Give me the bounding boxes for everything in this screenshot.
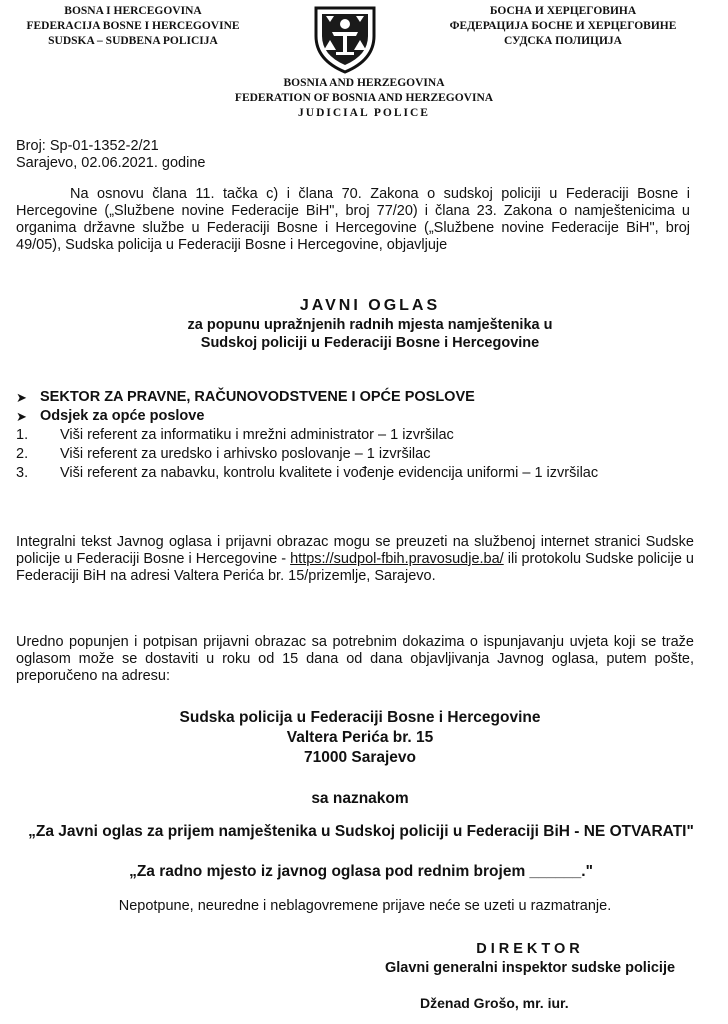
header-center-line: FEDERATION OF BOSNIA AND HERZEGOVINA: [234, 92, 494, 104]
list-item-number: 3.: [16, 465, 29, 481]
header-right-line: СУДСКА ПОЛИЦИЈА: [504, 35, 622, 47]
title-line: za popunu upražnjenih radnih mjesta namještenika u: [187, 317, 553, 333]
list-item-text: Viši referent za nabavku, kontrolu kvalitete i vođenje evidencija uniformi – 1 izvršilac: [60, 465, 599, 481]
arrow-bullet-icon: ➤: [16, 390, 27, 405]
header-center: [150, 76, 578, 121]
sector-row: [16, 388, 696, 407]
list-item-number: 2.: [16, 446, 29, 462]
integral-text-before: Integralni tekst Javnog oglasa i prijavni obrazac mogu se preuzeti na službenoj internet stranici Sudske policije u Federaciji Bosne i Hercegovine -: [16, 534, 694, 567]
marking-label: sa naznakom: [311, 790, 409, 807]
reference-number: Broj: Sp-01-1352-2/21: [16, 138, 159, 154]
header-right-line: ФЕДЕРАЦИЈА БОСНЕ И ХЕРЦЕГОВИНЕ: [449, 20, 677, 32]
list-item-text: Viši referent za informatiku i mrežni administrator – 1 izvršilac: [60, 427, 454, 443]
website-link[interactable]: https://sudpol-fbih.pravosudje.ba/: [290, 551, 504, 567]
director-title: DIREKTOR: [476, 941, 584, 957]
reference-block: [16, 138, 416, 172]
list-item-text: Viši referent za uredsko i arhivsko poslovanje – 1 izvršilac: [60, 446, 431, 462]
list-item: [16, 445, 696, 464]
title-main: JAVNI OGLAS: [299, 297, 441, 314]
department-row: [16, 407, 696, 426]
sector-block: [16, 388, 696, 483]
director-name: Dženad Grošo, mr. iur.: [420, 995, 569, 1011]
header-right: [418, 4, 708, 49]
address-line: Sudska policija u Federaciji Bosne i Hercegovine: [179, 709, 541, 726]
title-line: Sudskoj policiji u Federaciji Bosne i Hercegovine: [200, 335, 540, 351]
address-block: [100, 708, 620, 768]
notice-text: Nepotpune, neuredne i neblagovremene prijave neće se uzeti u razmatranje.: [118, 898, 612, 914]
header-center-line: JUDICIAL POLICE: [298, 107, 430, 119]
list-item: [16, 426, 696, 445]
director-block: [340, 940, 720, 978]
marking-quote: „Za Javni oglas za prijem namještenika u Sudskoj policiji u Federaciji BiH - NE OTVARATI": [28, 823, 694, 840]
list-item: [16, 464, 696, 483]
reference-place-date: Sarajevo, 02.06.2021. godine: [16, 155, 206, 171]
position-quote: „Za radno mjesto iz javnog oglasa pod rednim brojem ______.": [129, 863, 593, 880]
arrow-bullet-icon: ➤: [16, 409, 27, 424]
sector-name: SEKTOR ZA PRAVNE, RAČUNOVODSTVENE I OPĆE POSLOVE: [40, 389, 475, 405]
header-left-line: BOSNA I HERCEGOVINA: [64, 5, 202, 17]
announcement-title: [100, 296, 640, 352]
header-right-line: БОСНА И ХЕРЦЕГОВИНА: [489, 5, 637, 17]
header-center-line: BOSNIA AND HERZEGOVINA: [283, 77, 445, 89]
header-left: [18, 4, 248, 49]
integral-paragraph: [16, 534, 694, 585]
header-left-line: FEDERACIJA BOSNE I HERCEGOVINE: [26, 20, 240, 32]
director-role: Glavni generalni inspektor sudske policije: [384, 960, 676, 976]
header-left-line: SUDSKA – SUDBENA POLICIJA: [48, 35, 218, 47]
submission-paragraph: Uredno popunjen i potpisan prijavni obrazac sa potrebnim dokazima o ispunjavanju uvjeta koji se traže oglasom može se dostaviti u roku od 15 dana od dana objavljivanja Javnog oglasa, putem pošte, preporučeno na adresu:: [16, 634, 694, 684]
address-line: 71000 Sarajevo: [303, 749, 417, 766]
coat-of-arms-icon: [312, 2, 378, 74]
list-item-number: 1.: [16, 427, 29, 443]
integral-text-after: ili protokolu Sudske policije u Federaciji BiH na adresi Valtera Perića br. 15/prizemlje, Sarajevo.: [16, 551, 694, 584]
department-name: Odsjek za opće poslove: [40, 408, 205, 424]
intro-paragraph: Na osnovu člana 11. tačka c) i člana 70. Zakona o sudskoj policiji u Federaciji Bosne i Hercegovine („Službene novine Federacije BiH", broj 77/20) i člana 23. Zakona o namještenicima u organima državne službe u Federaciji Bosne i Hercegovine („Službene novine Federacije BiH", broj 49/05), Sudska policija u Federaciji Bosne i Hercegovine, objavljuje: [16, 186, 690, 253]
address-line: Valtera Perića br. 15: [286, 729, 434, 746]
